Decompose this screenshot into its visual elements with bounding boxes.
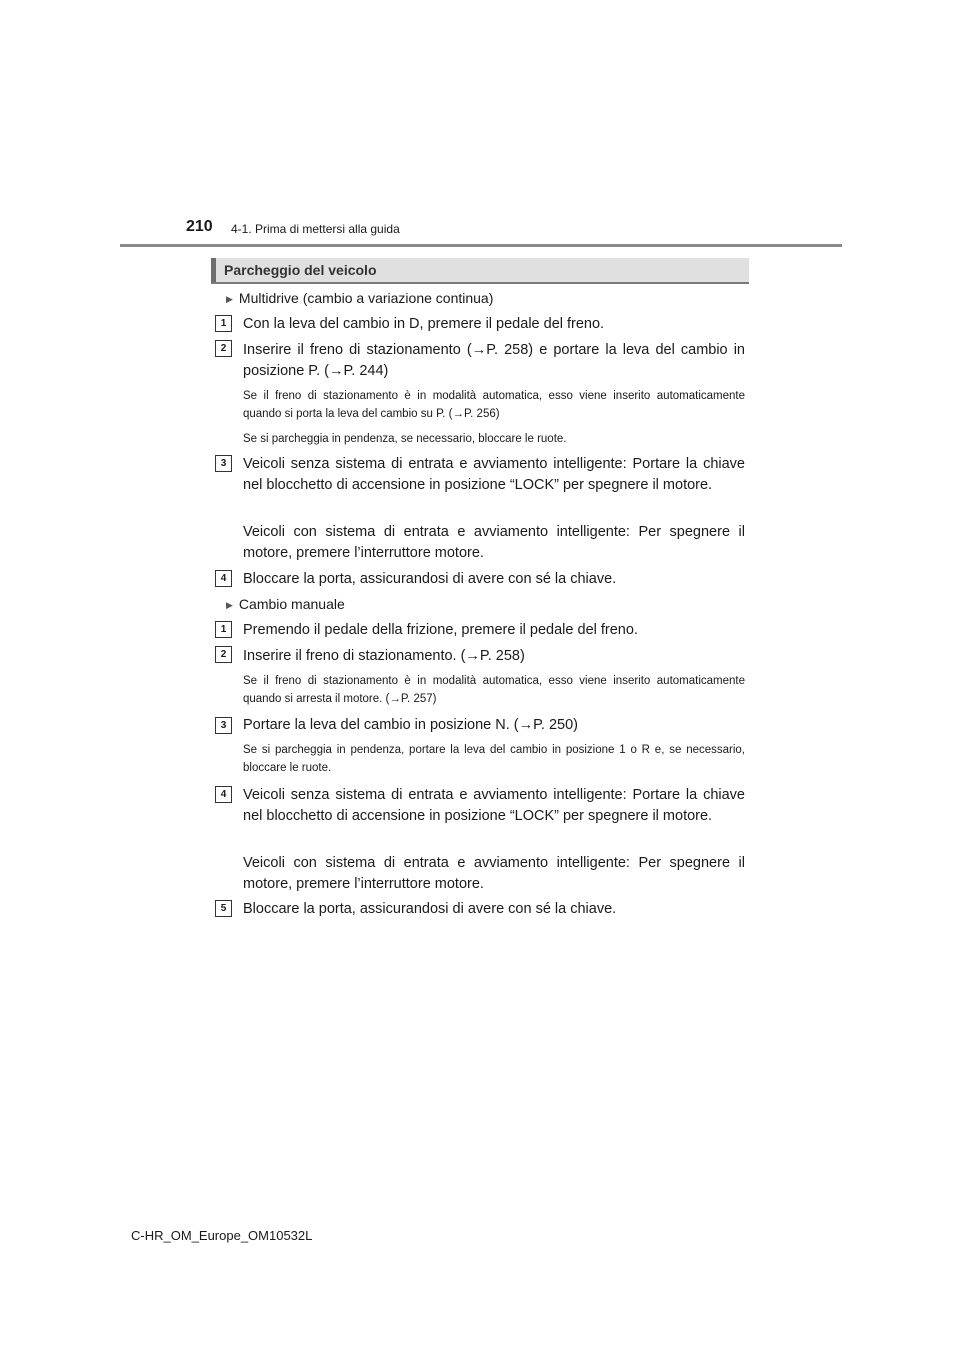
subheading-text: Cambio manuale [238,596,345,612]
step-note: Se il freno di stazionamento è in modalità automatica, esso viene inserito automaticamente quando si arresta il motore. (→P. 257) [243,675,745,705]
step-number-box: 4 [215,570,232,587]
step-note: Se si parcheggia in pendenza, portare la leva del cambio in posizione 1 o R e, se necessario, bloccare le ruote. [243,744,745,774]
subheading-multidrive [226,290,493,306]
step-number-box: 3 [215,717,232,734]
subheading-manual [226,596,345,612]
step-text: Veicoli senza sistema di entrata e avviamento intelligente: Portare la chiave nel blocchetto di accensione in posizione “LOCK” per spegnere il motore. [243,787,745,824]
footer-doc-id: C-HR_OM_Europe_OM10532L [131,1228,313,1243]
step-text: Premendo il pedale della frizione, premere il pedale del freno. [243,622,638,638]
step-text: Portare la leva del cambio in posizione N. (→P. 250) [243,717,579,733]
step-number-box: 3 [215,455,232,472]
chapter-title: 4-1. Prima di mettersi alla guida [231,222,400,236]
step-text: Veicoli con sistema di entrata e avviamento intelligente: Per spegnere il motore, premere l’interruttore motore. [243,855,745,892]
step-text: Bloccare la porta, assicurandosi di avere con sé la chiave. [243,571,617,587]
step-number-box: 4 [215,786,232,803]
step-text: Inserire il freno di stazionamento (→P. 258) e portare la leva del cambio in posizione P. (→P. 244) [243,342,745,379]
step-text: Inserire il freno di stazionamento. (→P. 258) [243,648,525,664]
subheading-text: Multidrive (cambio a variazione continua) [238,290,494,306]
triangle-bullet-icon: ▶ [226,294,233,304]
triangle-bullet-icon: ▶ [226,600,233,610]
step-note: Se si parcheggia in pendenza, se necessario, bloccare le ruote. [243,433,567,445]
section-accent [211,258,216,282]
step-number-box: 5 [215,900,232,917]
step-number-box: 2 [215,646,232,663]
header-divider [120,244,842,247]
page-number: 210 [186,218,213,235]
step-number-box: 1 [215,621,232,638]
step-note: Se il freno di stazionamento è in modalità automatica, esso viene inserito automaticamente quando si porta la leva del cambio su P. (→P. 256) [243,390,745,420]
step-number-box: 2 [215,340,232,357]
step-text: Veicoli senza sistema di entrata e avviamento intelligente: Portare la chiave nel blocchetto di accensione in posizione “LOCK” per spegnere il motore. [243,456,745,493]
step-text: Veicoli con sistema di entrata e avviamento intelligente: Per spegnere il motore, premere l’interruttore motore. [243,524,745,561]
step-number-box: 1 [215,315,232,332]
step-text: Con la leva del cambio in D, premere il pedale del freno. [243,316,605,332]
section-title: Parcheggio del veicolo [224,262,377,278]
section-header [211,258,749,284]
step-text: Bloccare la porta, assicurandosi di avere con sé la chiave. [243,901,617,917]
